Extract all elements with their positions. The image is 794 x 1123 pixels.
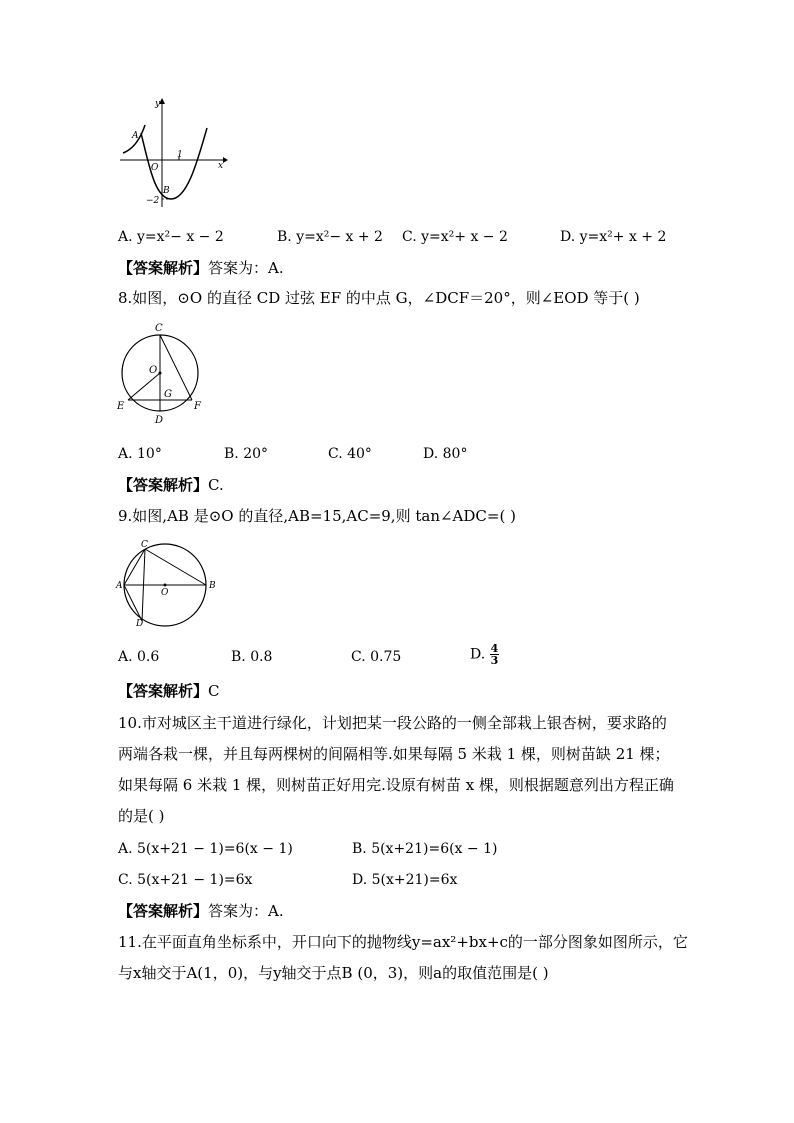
answer-tag: 【答案解析】: [118, 476, 209, 494]
label-g: G: [164, 389, 172, 400]
x-axis-arrow: [223, 157, 228, 163]
center-dot: [164, 584, 167, 587]
option-d-label: D.: [470, 646, 490, 663]
answer-tag: 【答案解析】: [118, 902, 209, 920]
q10-option-b: B. 5(x+21)=6(x − 1): [352, 841, 498, 857]
answer-text: C.: [208, 476, 224, 494]
label-o: O: [161, 588, 169, 598]
label-1: 1: [177, 150, 183, 160]
fraction-4-3: [490, 643, 500, 666]
answer-tag: 【答案解析】: [118, 682, 209, 700]
center-dot: [159, 372, 162, 375]
q9-option-a: A. 0.6: [118, 649, 160, 665]
q9-option-b: B. 0.8: [231, 649, 273, 665]
label-d: D: [136, 619, 144, 629]
label-y: y: [155, 99, 161, 109]
label-f: F: [194, 401, 201, 412]
q10-option-c: C. 5(x+21 − 1)=6x: [118, 872, 253, 888]
chord-ad: [124, 585, 142, 621]
q8-option-d: D. 80°: [423, 446, 468, 462]
label-a: A: [132, 131, 139, 141]
q7-option-a: A. y=x²− x − 2: [118, 229, 224, 245]
q10-option-d: D. 5(x+21)=6x: [352, 872, 458, 888]
q8-option-a: A. 10°: [118, 446, 162, 462]
label-c: C: [141, 540, 148, 550]
q7-option-b: B. y=x²− x + 2: [277, 229, 383, 245]
q10-option-a: A. 5(x+21 − 1)=6(x − 1): [118, 841, 293, 857]
q9-option-c: C. 0.75: [351, 649, 402, 665]
q8-circle-figure: [112, 318, 212, 428]
chord-cb: [145, 549, 206, 585]
label-c: C: [155, 323, 163, 334]
q8-option-c: C. 40°: [328, 446, 372, 462]
q8-option-b: B. 20°: [224, 446, 269, 462]
answer-text: 答案为：A.: [208, 902, 284, 920]
q7-parabola-graph: [115, 95, 230, 210]
answer-tag: 【答案解析】: [118, 259, 209, 277]
answer-text: C: [208, 682, 220, 700]
q7-option-c: C. y=x²+ x − 2: [402, 229, 508, 245]
q11-stem-line-1: 11.在平面直角坐标系中，开口向下的抛物线y=ax²+bx+c的一部分图象如图所示，它: [118, 933, 688, 951]
label-o: O: [149, 365, 158, 376]
q9-answer-line: [118, 680, 220, 702]
q10-stem-line-1: 10.市对城区主干道进行绿化，计划把某一段公路的一侧全部栽上银杏树，要求路的: [118, 714, 667, 732]
label-e: E: [117, 401, 125, 412]
q10-stem-line-3: 如果每隔 6 米栽 1 棵，则树苗正好用完.设原有树苗 x 棵，则根据题意列出方程正确: [118, 776, 674, 794]
q7-option-d: D. y=x²+ x + 2: [560, 229, 667, 245]
label-a: A: [116, 581, 123, 591]
fraction-denominator: 3: [490, 654, 499, 667]
q10-stem-line-4: 的是( ): [118, 807, 165, 825]
label-d: D: [155, 415, 164, 426]
q8-stem: 8.如图，⊙O 的直径 CD 过弦 EF 的中点 G，∠DCF＝20°，则∠EOD 等于( ): [118, 289, 640, 307]
label-o: O: [151, 163, 159, 173]
q9-circle-figure: [114, 537, 219, 629]
label-b: B: [209, 581, 216, 591]
q10-stem-line-2: 两端各栽一棵，并且每两棵树的间隔相等.如果每隔 5 米栽 1 棵，则树苗缺 21 棵；: [118, 745, 670, 763]
fraction-numerator: 4: [490, 642, 499, 655]
label-b: B: [163, 186, 170, 196]
label-neg2: −2: [146, 196, 160, 206]
segment-eo: [128, 373, 160, 400]
q8-answer-line: [118, 474, 224, 496]
q9-stem: 9.如图,AB 是⊙O 的直径,AB=15,AC=9,则 tan∠ADC=( ): [118, 507, 516, 525]
q10-answer-line: [118, 900, 284, 922]
label-x: x: [218, 161, 224, 171]
q9-option-d: [470, 643, 499, 666]
q7-answer-line: [118, 257, 284, 279]
chord-ac: [124, 549, 145, 585]
q11-stem-line-2: 与x轴交于A(1，0)，与y轴交于点B (0，3)，则a的取值范围是( ): [118, 964, 549, 982]
answer-text: 答案为：A.: [208, 259, 284, 277]
